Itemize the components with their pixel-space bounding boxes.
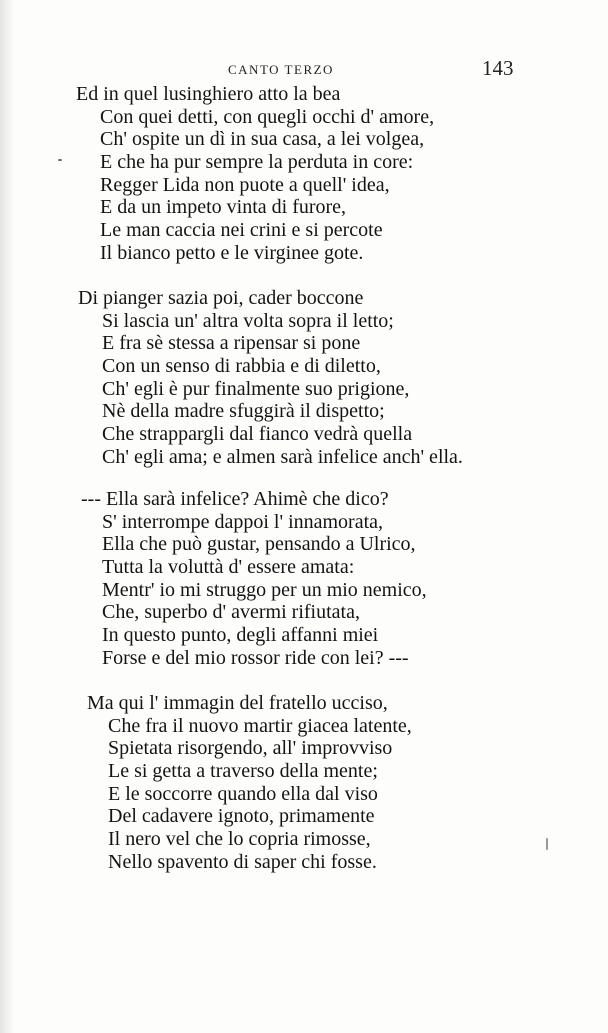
verse-line: Ch' ospite un dì in sua casa, a lei volgea, xyxy=(100,128,425,151)
verse-line: Con quei detti, con quegli occhi d' amore, xyxy=(100,105,435,128)
page-number: 143 xyxy=(482,56,514,80)
verse-line: E fra sè stessa a ripensar si pone xyxy=(102,332,361,355)
verse-line: Del cadavere ignoto, primamente xyxy=(108,805,375,828)
verse-line: Forse e del mio rossor ride con lei? --- xyxy=(102,646,409,669)
verse-line: Che, superbo d' avermi rifiutata, xyxy=(102,601,360,624)
spine-shadow xyxy=(0,0,14,1033)
verse-line: Nello spavento di saper chi fosse. xyxy=(108,850,377,873)
verse-line: Le man caccia nei crini e si percote xyxy=(100,219,383,242)
verse-line: Nè della madre sfuggirà il dispetto; xyxy=(102,400,385,423)
verse-line: Che strappargli dal fianco vedrà quella xyxy=(102,423,413,446)
verse-line: Ch' egli è pur finalmente suo prigione, xyxy=(102,377,410,400)
stanza-1 xyxy=(76,83,434,265)
page-header xyxy=(0,56,608,84)
verse-line: Le si getta a traverso della mente; xyxy=(108,760,378,783)
verse-line: Ma qui l' immagin del fratello ucciso, xyxy=(87,692,388,714)
ink-speck xyxy=(58,159,62,161)
verse-line: Con un senso di rabbia e di diletto, xyxy=(102,355,381,378)
verse-line: Ed in quel lusinghiero atto la bea xyxy=(76,83,341,105)
verse-line: Il nero vel che lo copria rimosse, xyxy=(108,828,371,851)
stanza-3 xyxy=(81,488,427,670)
verse-line: Ella che può gustar, pensando a Ulrico, xyxy=(102,533,416,556)
verse-line: In questo punto, degli affanni miei xyxy=(102,624,379,647)
verse-line: Che fra il nuovo martir giacea latente, xyxy=(108,714,412,737)
stanza-2 xyxy=(78,287,463,469)
verse-line: S' interrompe dappoi l' innamorata, xyxy=(102,510,384,533)
verse-line: Ch' egli ama; e almen sarà infelice anch' ella. xyxy=(102,445,463,468)
verse-line: E le soccorre quando ella dal viso xyxy=(108,782,378,805)
stanza-4 xyxy=(87,692,412,874)
verse-line: E che ha pur sempre la perduta in core: xyxy=(100,151,414,174)
verse-line: Di pianger sazia poi, cader boccone xyxy=(78,287,364,309)
running-title: CANTO TERZO xyxy=(228,62,334,77)
verse-line: Il bianco petto e le virginee gote. xyxy=(100,241,364,264)
verse-line: Mentr' io mi struggo per un mio nemico, xyxy=(102,578,427,601)
verse-line: --- Ella sarà infelice? Ahimè che dico? xyxy=(81,488,389,510)
verse-line: Si lascia un' altra volta sopra il letto; xyxy=(102,309,394,332)
verse-line: Tutta la voluttà d' essere amata: xyxy=(102,556,355,579)
ink-speck xyxy=(546,838,548,850)
verse-line: E da un impeto vinta di furore, xyxy=(100,196,347,219)
verse-line: Regger Lida non puote a quell' idea, xyxy=(100,173,390,196)
verse-line: Spietata risorgendo, all' improvviso xyxy=(108,737,393,760)
